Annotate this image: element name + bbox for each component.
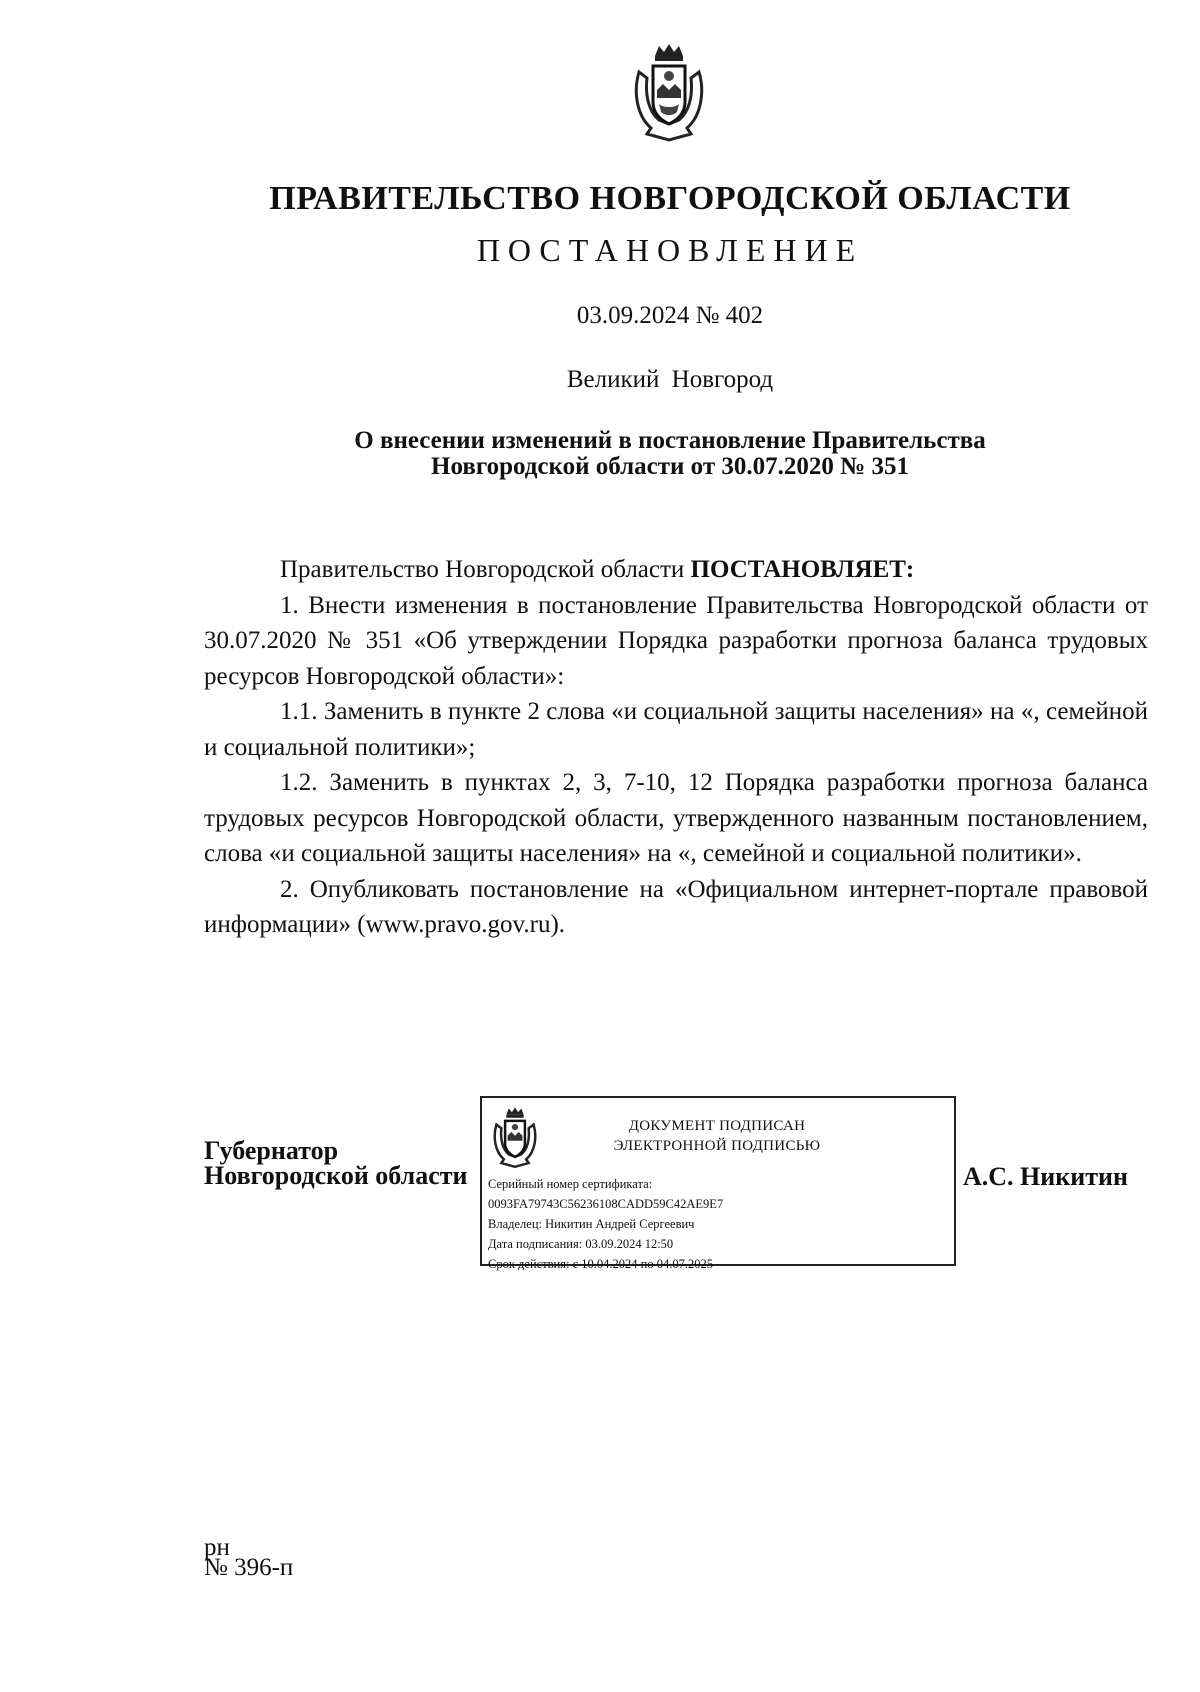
coat-of-arms-icon bbox=[629, 42, 709, 142]
stamp-header-line-1: ДОКУМЕНТ ПОДПИСАН bbox=[628, 1118, 806, 1134]
signer-name: А.С. Никитин bbox=[963, 1162, 1128, 1191]
paragraph-1-1: 1.1. Заменить в пункте 2 слова «и социальной защиты населения» на «, семейной и социальной политики»; bbox=[204, 698, 1148, 761]
stamp-owner: Владелец: Никитин Андрей Сергеевич bbox=[488, 1217, 695, 1231]
document-body bbox=[204, 552, 1148, 943]
paragraph-2: 2. Опубликовать постановление на «Официальном интернет-портале правовой информации» (www.pravo.gov.ru). bbox=[204, 875, 1148, 938]
stamp-details bbox=[488, 1174, 723, 1274]
document-type: ПОСТАНОВЛЕНИЕ bbox=[476, 232, 864, 268]
signatory-title-line-1: Губернатор bbox=[204, 1136, 339, 1165]
preamble bbox=[204, 552, 1148, 588]
footer-code: № 396-п bbox=[204, 1554, 294, 1581]
stamp-header bbox=[552, 1116, 882, 1156]
stamp-signed-date: Дата подписания: 03.09.2024 12:50 bbox=[488, 1237, 674, 1251]
stamp-coat-of-arms-icon bbox=[490, 1106, 540, 1168]
preamble-text: Правительство Новгородской области bbox=[280, 556, 691, 583]
stamp-serial-value: 0093FA79743C56236108CADD59C42AE9E7 bbox=[488, 1197, 724, 1211]
paragraph-1: 1. Внести изменения в постановление Правительства Новгородской области от 30.07.2020 № 351 «Об утверждении Порядка разработки прогноза баланса трудовых ресурсов Новгородской области»: bbox=[204, 591, 1148, 690]
stamp-serial-label: Серийный номер сертификата: bbox=[488, 1177, 653, 1191]
stamp-validity: Срок действия: с 10.04.2024 по 04.07.2025 bbox=[488, 1257, 713, 1271]
organization-title: ПРАВИТЕЛЬСТВО НОВГОРОДСКОЙ ОБЛАСТИ bbox=[269, 180, 1071, 217]
paragraph-1-2: 1.2. Заменить в пунктах 2, 3, 7-10, 12 Порядка разработки прогноза баланса трудовых ресурсов Новгородской области, утвержденного названным постановлением, слова «и социальной защиты населения» на «, семейной и социальной политики». bbox=[204, 769, 1148, 867]
subject-line-2: Новгородской области от 30.07.2020 № 351 bbox=[431, 453, 909, 480]
document-subject bbox=[205, 428, 1135, 480]
signatory-title bbox=[204, 1138, 468, 1188]
footer-registration bbox=[204, 1534, 294, 1581]
stamp-header-line-2: ЭЛЕКТРОННОЙ ПОДПИСЬЮ bbox=[613, 1138, 821, 1154]
subject-line-1: О внесении изменений в постановление Правительства bbox=[354, 427, 986, 454]
preamble-decree: ПОСТАНОВЛЯЕТ: bbox=[690, 556, 915, 583]
document-city: Великий Новгород bbox=[566, 366, 774, 393]
footer-initials: рн bbox=[204, 1534, 230, 1561]
document-date-number: 03.09.2024 № 402 bbox=[576, 302, 764, 329]
electronic-signature-stamp bbox=[480, 1096, 956, 1271]
signatory-title-line-2: Новгородской области bbox=[204, 1161, 468, 1190]
